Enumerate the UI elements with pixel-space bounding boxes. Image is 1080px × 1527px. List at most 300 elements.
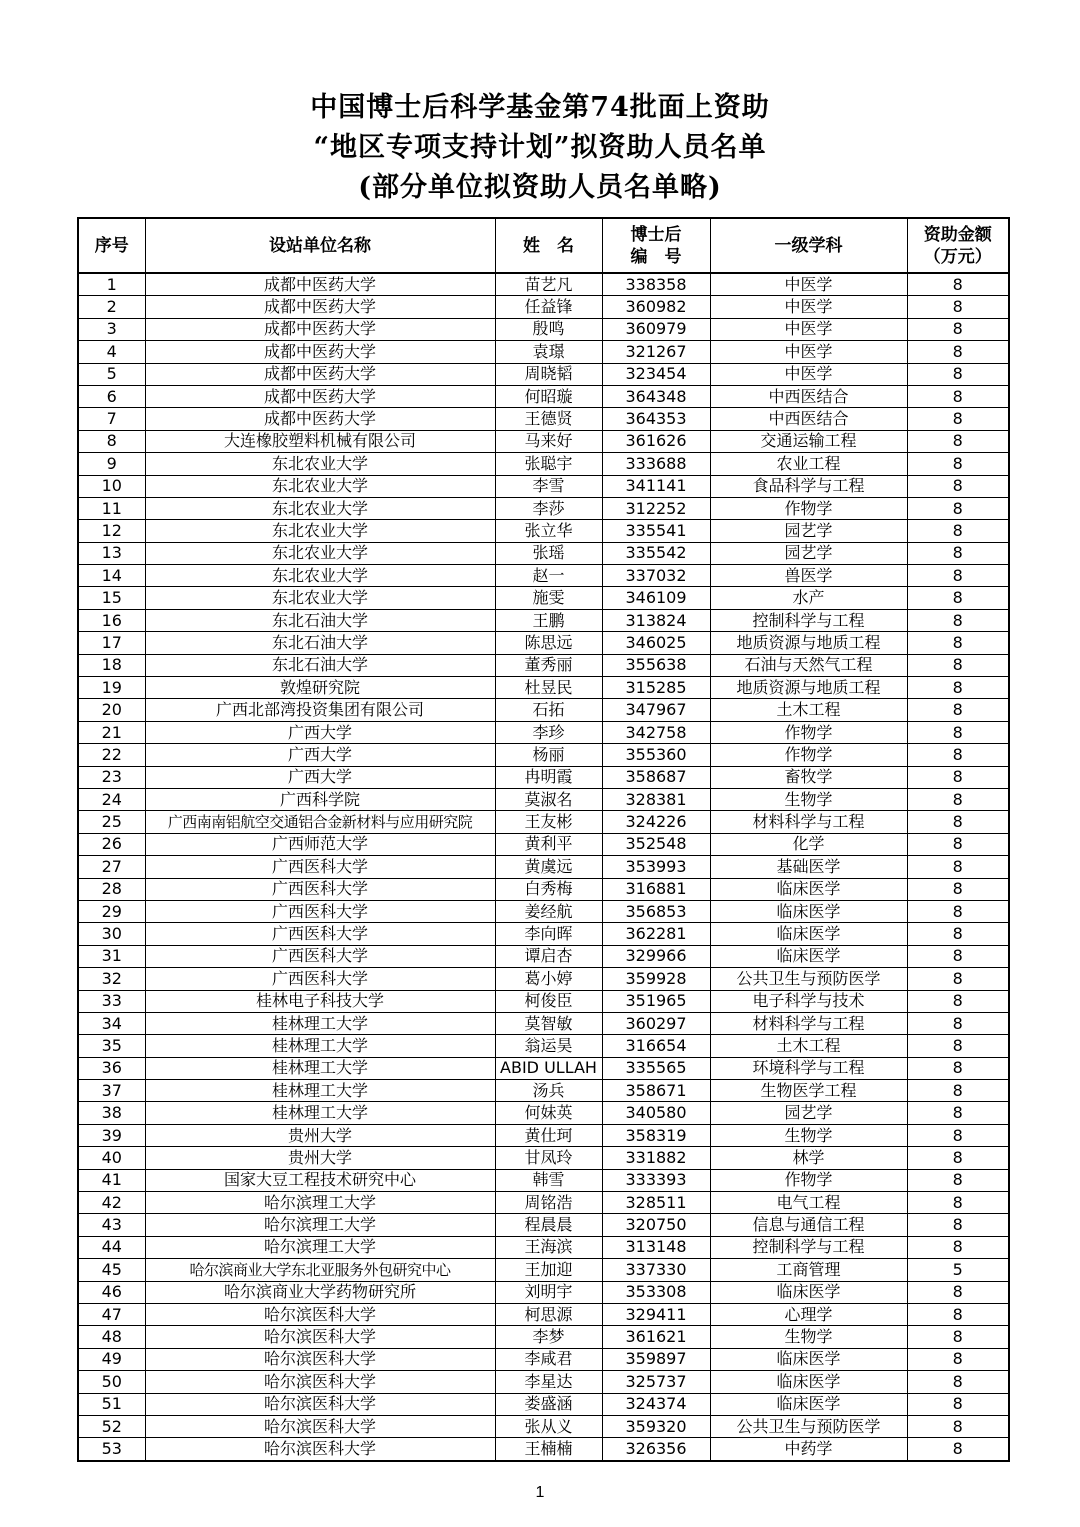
row-amount: 8 — [907, 1236, 1009, 1258]
row-seq: 4 — [78, 341, 145, 363]
row-amount: 8 — [907, 1035, 1009, 1057]
row-seq: 23 — [78, 766, 145, 788]
table-row — [78, 1438, 1009, 1461]
row-amount: 8 — [907, 990, 1009, 1012]
row-seq: 40 — [78, 1147, 145, 1169]
row-unit: 哈尔滨医科大学 — [145, 1348, 495, 1370]
row-discipline: 园艺学 — [710, 542, 907, 564]
row-seq: 44 — [78, 1236, 145, 1258]
row-postdoc-id: 316654 — [602, 1035, 710, 1057]
table-row — [78, 1348, 1009, 1370]
funding-list-table — [77, 217, 1010, 1462]
row-amount: 8 — [907, 699, 1009, 721]
table-row — [78, 363, 1009, 385]
row-postdoc-id: 347967 — [602, 699, 710, 721]
row-unit: 广西大学 — [145, 744, 495, 766]
header-postdoc-id-line1: 博士后 — [630, 224, 682, 245]
document-title — [0, 88, 1080, 208]
table-row — [78, 341, 1009, 363]
row-discipline: 心理学 — [710, 1303, 907, 1325]
row-discipline: 公共卫生与预防医学 — [710, 1415, 907, 1437]
row-discipline: 地质资源与地质工程 — [710, 632, 907, 654]
row-amount: 8 — [907, 1281, 1009, 1303]
row-seq: 48 — [78, 1326, 145, 1348]
page-number: 1 — [535, 1484, 545, 1501]
table-row — [78, 1057, 1009, 1079]
table-row — [78, 497, 1009, 519]
row-postdoc-id: 341141 — [602, 475, 710, 497]
row-seq: 12 — [78, 520, 145, 542]
row-amount: 8 — [907, 1348, 1009, 1370]
row-seq: 5 — [78, 363, 145, 385]
row-discipline: 交通运输工程 — [710, 430, 907, 452]
row-name: 陈思远 — [495, 632, 602, 654]
header-amount-line2: （万元） — [923, 246, 992, 267]
row-name: 李向晖 — [495, 923, 602, 945]
row-postdoc-id: 313824 — [602, 609, 710, 631]
table-row — [78, 945, 1009, 967]
row-amount: 8 — [907, 1057, 1009, 1079]
row-postdoc-id: 338358 — [602, 273, 710, 296]
row-postdoc-id: 351965 — [602, 990, 710, 1012]
table-row — [78, 1012, 1009, 1034]
row-name: 娄盛涵 — [495, 1393, 602, 1415]
row-postdoc-id: 346025 — [602, 632, 710, 654]
row-amount: 8 — [907, 565, 1009, 587]
row-seq: 14 — [78, 565, 145, 587]
row-seq: 26 — [78, 833, 145, 855]
row-amount: 8 — [907, 900, 1009, 922]
row-seq: 36 — [78, 1057, 145, 1079]
row-name: 张立华 — [495, 520, 602, 542]
row-name: 黄利平 — [495, 833, 602, 855]
row-unit: 哈尔滨理工大学 — [145, 1192, 495, 1214]
row-postdoc-id: 358319 — [602, 1124, 710, 1146]
row-unit: 国家大豆工程技术研究中心 — [145, 1169, 495, 1191]
row-name: 冉明霞 — [495, 766, 602, 788]
table-row — [78, 1415, 1009, 1437]
row-postdoc-id: 337330 — [602, 1259, 710, 1281]
row-name: 张瑶 — [495, 542, 602, 564]
row-unit: 广西师范大学 — [145, 833, 495, 855]
table-row — [78, 1326, 1009, 1348]
table-header-row — [78, 218, 1009, 273]
row-seq: 15 — [78, 587, 145, 609]
row-discipline: 临床医学 — [710, 923, 907, 945]
table-row — [78, 1281, 1009, 1303]
row-name: 李咸君 — [495, 1348, 602, 1370]
row-unit: 桂林电子科技大学 — [145, 990, 495, 1012]
row-seq: 41 — [78, 1169, 145, 1191]
row-name: 莫智敏 — [495, 1012, 602, 1034]
row-discipline: 园艺学 — [710, 520, 907, 542]
row-postdoc-id: 324374 — [602, 1393, 710, 1415]
table-row — [78, 833, 1009, 855]
table-body — [78, 273, 1009, 1461]
row-discipline: 临床医学 — [710, 1393, 907, 1415]
row-seq: 6 — [78, 385, 145, 407]
row-amount: 8 — [907, 1326, 1009, 1348]
row-discipline: 中医学 — [710, 318, 907, 340]
row-unit: 哈尔滨医科大学 — [145, 1415, 495, 1437]
row-name: 王海滨 — [495, 1236, 602, 1258]
row-postdoc-id: 364348 — [602, 385, 710, 407]
title-line-2: “地区专项支持计划”拟资助人员名单 — [313, 132, 767, 163]
row-postdoc-id: 361626 — [602, 430, 710, 452]
title-line-1: 中国博士后科学基金第74批面上资助 — [310, 92, 770, 123]
row-amount: 8 — [907, 811, 1009, 833]
row-discipline: 临床医学 — [710, 1281, 907, 1303]
row-name: 葛小婷 — [495, 968, 602, 990]
row-postdoc-id: 335541 — [602, 520, 710, 542]
row-amount: 8 — [907, 1393, 1009, 1415]
row-unit: 广西科学院 — [145, 788, 495, 810]
row-unit: 哈尔滨医科大学 — [145, 1438, 495, 1461]
table-row — [78, 923, 1009, 945]
row-postdoc-id: 329411 — [602, 1303, 710, 1325]
row-discipline: 控制科学与工程 — [710, 609, 907, 631]
row-seq: 32 — [78, 968, 145, 990]
row-discipline: 土木工程 — [710, 1035, 907, 1057]
row-postdoc-id: 331882 — [602, 1147, 710, 1169]
row-discipline: 临床医学 — [710, 1348, 907, 1370]
row-postdoc-id: 362281 — [602, 923, 710, 945]
table-row — [78, 856, 1009, 878]
row-discipline: 食品科学与工程 — [710, 475, 907, 497]
row-postdoc-id: 335565 — [602, 1057, 710, 1079]
header-name: 姓 名 — [495, 218, 602, 273]
row-amount: 5 — [907, 1259, 1009, 1281]
row-name: 甘凤玲 — [495, 1147, 602, 1169]
row-postdoc-id: 361621 — [602, 1326, 710, 1348]
row-amount: 8 — [907, 453, 1009, 475]
row-name: 苗艺凡 — [495, 273, 602, 296]
row-amount: 8 — [907, 296, 1009, 318]
table-row — [78, 1214, 1009, 1236]
row-seq: 45 — [78, 1259, 145, 1281]
table-row — [78, 565, 1009, 587]
row-amount: 8 — [907, 1192, 1009, 1214]
row-postdoc-id: 353308 — [602, 1281, 710, 1303]
row-discipline: 畜牧学 — [710, 766, 907, 788]
row-name: 马来好 — [495, 430, 602, 452]
row-discipline: 作物学 — [710, 744, 907, 766]
row-name: 董秀丽 — [495, 654, 602, 676]
row-amount: 8 — [907, 520, 1009, 542]
table-row — [78, 296, 1009, 318]
row-postdoc-id: 355638 — [602, 654, 710, 676]
row-unit: 东北石油大学 — [145, 654, 495, 676]
row-discipline: 基础医学 — [710, 856, 907, 878]
row-amount: 8 — [907, 654, 1009, 676]
row-seq: 9 — [78, 453, 145, 475]
row-discipline: 临床医学 — [710, 878, 907, 900]
row-name: 王友彬 — [495, 811, 602, 833]
table-row — [78, 968, 1009, 990]
row-amount: 8 — [907, 677, 1009, 699]
row-amount: 8 — [907, 1169, 1009, 1191]
row-seq: 13 — [78, 542, 145, 564]
row-unit: 成都中医药大学 — [145, 318, 495, 340]
row-seq: 47 — [78, 1303, 145, 1325]
row-unit: 哈尔滨理工大学 — [145, 1214, 495, 1236]
row-seq: 38 — [78, 1102, 145, 1124]
row-name: 汤兵 — [495, 1080, 602, 1102]
row-seq: 46 — [78, 1281, 145, 1303]
table-row — [78, 520, 1009, 542]
row-postdoc-id: 364353 — [602, 408, 710, 430]
row-amount: 8 — [907, 385, 1009, 407]
table-row — [78, 273, 1009, 296]
row-unit: 东北农业大学 — [145, 475, 495, 497]
table-row — [78, 1259, 1009, 1281]
row-amount: 8 — [907, 1303, 1009, 1325]
row-name: ABID ULLAH — [495, 1057, 602, 1079]
row-unit: 成都中医药大学 — [145, 341, 495, 363]
row-postdoc-id: 329966 — [602, 945, 710, 967]
row-unit: 东北农业大学 — [145, 587, 495, 609]
row-postdoc-id: 360982 — [602, 296, 710, 318]
row-discipline: 作物学 — [710, 497, 907, 519]
row-postdoc-id: 360297 — [602, 1012, 710, 1034]
row-unit: 东北石油大学 — [145, 609, 495, 631]
row-unit: 东北农业大学 — [145, 520, 495, 542]
row-name: 周晓韬 — [495, 363, 602, 385]
table-row — [78, 609, 1009, 631]
row-discipline: 环境科学与工程 — [710, 1057, 907, 1079]
row-unit: 广西大学 — [145, 721, 495, 743]
row-name: 王加迎 — [495, 1259, 602, 1281]
table-row — [78, 1371, 1009, 1393]
row-postdoc-id: 359320 — [602, 1415, 710, 1437]
row-name: 张聪宇 — [495, 453, 602, 475]
row-postdoc-id: 313148 — [602, 1236, 710, 1258]
row-seq: 8 — [78, 430, 145, 452]
row-name: 王楠楠 — [495, 1438, 602, 1461]
row-unit: 广西医科大学 — [145, 856, 495, 878]
row-seq: 49 — [78, 1348, 145, 1370]
row-unit: 成都中医药大学 — [145, 385, 495, 407]
row-amount: 8 — [907, 1371, 1009, 1393]
table-row — [78, 318, 1009, 340]
table-row — [78, 542, 1009, 564]
table-row — [78, 766, 1009, 788]
row-postdoc-id: 324226 — [602, 811, 710, 833]
table-row — [78, 744, 1009, 766]
table-row — [78, 408, 1009, 430]
table-row — [78, 900, 1009, 922]
row-discipline: 石油与天然气工程 — [710, 654, 907, 676]
row-postdoc-id: 352548 — [602, 833, 710, 855]
row-discipline: 中医学 — [710, 363, 907, 385]
table-row — [78, 788, 1009, 810]
row-seq: 31 — [78, 945, 145, 967]
row-amount: 8 — [907, 497, 1009, 519]
row-postdoc-id: 360979 — [602, 318, 710, 340]
row-postdoc-id: 328381 — [602, 788, 710, 810]
row-name: 李莎 — [495, 497, 602, 519]
table-row — [78, 475, 1009, 497]
row-postdoc-id: 359897 — [602, 1348, 710, 1370]
row-amount: 8 — [907, 856, 1009, 878]
row-unit: 贵州大学 — [145, 1124, 495, 1146]
row-postdoc-id: 358687 — [602, 766, 710, 788]
row-unit: 广西大学 — [145, 766, 495, 788]
row-postdoc-id: 320750 — [602, 1214, 710, 1236]
row-amount: 8 — [907, 1080, 1009, 1102]
table-row — [78, 1236, 1009, 1258]
row-amount: 8 — [907, 363, 1009, 385]
row-postdoc-id: 346109 — [602, 587, 710, 609]
header-amount — [907, 218, 1009, 273]
row-amount: 8 — [907, 341, 1009, 363]
row-discipline: 作物学 — [710, 721, 907, 743]
row-seq: 10 — [78, 475, 145, 497]
row-name: 李雪 — [495, 475, 602, 497]
row-seq: 3 — [78, 318, 145, 340]
table-row — [78, 1393, 1009, 1415]
row-seq: 20 — [78, 699, 145, 721]
row-name: 周铭浩 — [495, 1192, 602, 1214]
row-postdoc-id: 355360 — [602, 744, 710, 766]
row-discipline: 电气工程 — [710, 1192, 907, 1214]
row-discipline: 临床医学 — [710, 900, 907, 922]
row-seq: 17 — [78, 632, 145, 654]
row-amount: 8 — [907, 1102, 1009, 1124]
table-row — [78, 1080, 1009, 1102]
table-row — [78, 1035, 1009, 1057]
row-unit: 成都中医药大学 — [145, 296, 495, 318]
row-name: 柯思源 — [495, 1303, 602, 1325]
row-discipline: 中药学 — [710, 1438, 907, 1461]
row-name: 莫淑名 — [495, 788, 602, 810]
table-row — [78, 654, 1009, 676]
row-name: 王德贤 — [495, 408, 602, 430]
row-postdoc-id: 358671 — [602, 1080, 710, 1102]
row-seq: 30 — [78, 923, 145, 945]
table-row — [78, 1102, 1009, 1124]
row-discipline: 中西医结合 — [710, 385, 907, 407]
row-seq: 1 — [78, 273, 145, 296]
row-seq: 16 — [78, 609, 145, 631]
row-name: 何妹英 — [495, 1102, 602, 1124]
row-postdoc-id: 326356 — [602, 1438, 710, 1461]
row-name: 姜经航 — [495, 900, 602, 922]
row-amount: 8 — [907, 475, 1009, 497]
table-row — [78, 453, 1009, 475]
row-name: 何昭璇 — [495, 385, 602, 407]
row-amount: 8 — [907, 721, 1009, 743]
row-amount: 8 — [907, 408, 1009, 430]
row-discipline: 水产 — [710, 587, 907, 609]
row-discipline: 生物学 — [710, 788, 907, 810]
row-seq: 27 — [78, 856, 145, 878]
row-postdoc-id: 333688 — [602, 453, 710, 475]
row-name: 李星达 — [495, 1371, 602, 1393]
row-seq: 25 — [78, 811, 145, 833]
row-unit: 成都中医药大学 — [145, 408, 495, 430]
row-discipline: 农业工程 — [710, 453, 907, 475]
row-name: 黄仕珂 — [495, 1124, 602, 1146]
row-seq: 43 — [78, 1214, 145, 1236]
row-amount: 8 — [907, 609, 1009, 631]
table-row — [78, 1124, 1009, 1146]
row-unit: 广西医科大学 — [145, 968, 495, 990]
row-discipline: 生物学 — [710, 1124, 907, 1146]
row-unit: 哈尔滨医科大学 — [145, 1326, 495, 1348]
row-seq: 39 — [78, 1124, 145, 1146]
row-unit: 哈尔滨商业大学东北亚服务外包研究中心 — [145, 1259, 495, 1281]
table-row — [78, 385, 1009, 407]
row-amount: 8 — [907, 587, 1009, 609]
row-name: 黄虞远 — [495, 856, 602, 878]
row-unit: 哈尔滨商业大学药物研究所 — [145, 1281, 495, 1303]
table-row — [78, 1192, 1009, 1214]
row-unit: 成都中医药大学 — [145, 363, 495, 385]
row-discipline: 中医学 — [710, 341, 907, 363]
row-name: 王鹏 — [495, 609, 602, 631]
row-name: 刘明宇 — [495, 1281, 602, 1303]
row-unit: 敦煌研究院 — [145, 677, 495, 699]
row-postdoc-id: 359928 — [602, 968, 710, 990]
row-name: 白秀梅 — [495, 878, 602, 900]
row-amount: 8 — [907, 430, 1009, 452]
title-line-3: (部分单位拟资助人员名单略) — [358, 172, 722, 203]
row-unit: 桂林理工大学 — [145, 1012, 495, 1034]
row-name: 柯俊臣 — [495, 990, 602, 1012]
row-seq: 35 — [78, 1035, 145, 1057]
row-amount: 8 — [907, 1415, 1009, 1437]
row-seq: 28 — [78, 878, 145, 900]
table-row — [78, 632, 1009, 654]
row-name: 李梦 — [495, 1326, 602, 1348]
row-amount: 8 — [907, 1147, 1009, 1169]
row-name: 程晨晨 — [495, 1214, 602, 1236]
row-postdoc-id: 335542 — [602, 542, 710, 564]
row-amount: 8 — [907, 632, 1009, 654]
row-amount: 8 — [907, 878, 1009, 900]
row-seq: 37 — [78, 1080, 145, 1102]
row-unit: 桂林理工大学 — [145, 1080, 495, 1102]
table-row — [78, 587, 1009, 609]
row-discipline: 中医学 — [710, 273, 907, 296]
table-row — [78, 811, 1009, 833]
row-discipline: 中西医结合 — [710, 408, 907, 430]
row-seq: 21 — [78, 721, 145, 743]
row-name: 袁璟 — [495, 341, 602, 363]
row-unit: 东北农业大学 — [145, 453, 495, 475]
row-postdoc-id: 328511 — [602, 1192, 710, 1214]
row-discipline: 化学 — [710, 833, 907, 855]
row-discipline: 电子科学与技术 — [710, 990, 907, 1012]
row-seq: 53 — [78, 1438, 145, 1461]
row-discipline: 生物学 — [710, 1326, 907, 1348]
row-amount: 8 — [907, 1012, 1009, 1034]
row-amount: 8 — [907, 744, 1009, 766]
row-unit: 哈尔滨医科大学 — [145, 1371, 495, 1393]
row-postdoc-id: 342758 — [602, 721, 710, 743]
row-unit: 东北农业大学 — [145, 497, 495, 519]
table-row — [78, 878, 1009, 900]
row-unit: 广西医科大学 — [145, 945, 495, 967]
row-unit: 广西医科大学 — [145, 900, 495, 922]
row-discipline: 控制科学与工程 — [710, 1236, 907, 1258]
row-name: 石拓 — [495, 699, 602, 721]
table-row — [78, 1169, 1009, 1191]
row-unit: 成都中医药大学 — [145, 273, 495, 296]
row-seq: 7 — [78, 408, 145, 430]
row-amount: 8 — [907, 542, 1009, 564]
